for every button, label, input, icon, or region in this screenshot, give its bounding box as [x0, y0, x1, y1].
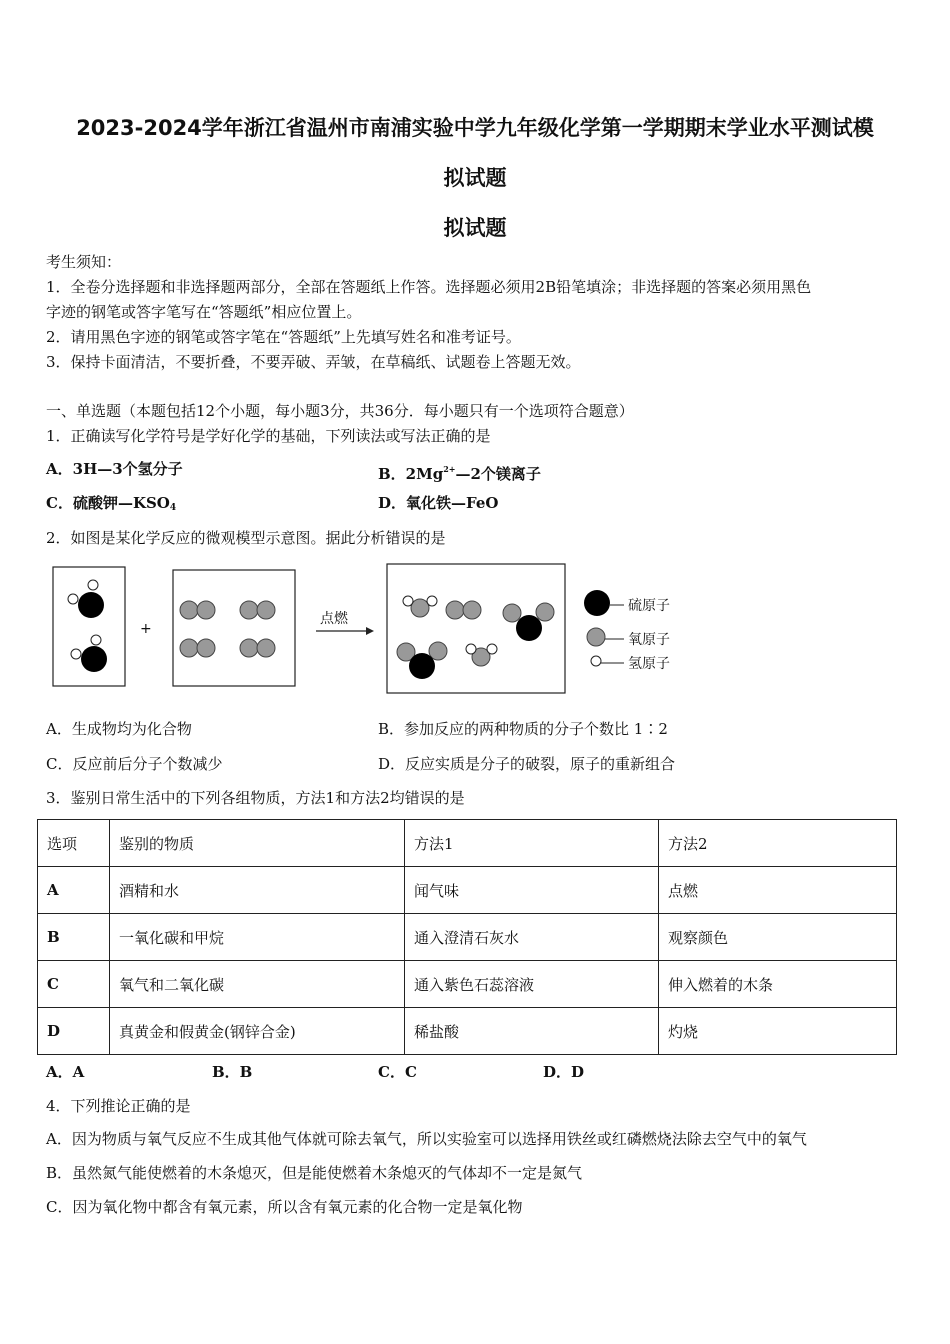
- table-cell: 闻气味: [405, 867, 659, 914]
- section-heading: 一、单选题（本题包括12个小题，每小题3分，共36分．每小题只有一个选项符合题意）: [46, 402, 634, 420]
- oxygen-atom-swatch: [587, 628, 605, 646]
- h2o-molecule: [403, 596, 437, 617]
- q2-stem: 2．如图是某化学反应的微观模型示意图。据此分析错误的是: [46, 529, 446, 547]
- q2-option-a: A．生成物均为化合物: [46, 720, 192, 738]
- h2s-molecule: [68, 580, 104, 618]
- table-header-cell: 选项: [38, 820, 110, 867]
- table-header-row: [38, 820, 897, 867]
- table-cell: 观察颜色: [659, 914, 897, 961]
- notice-item-3: 3．保持卡面清洁，不要折叠，不要弄破、弄皱，在草稿纸、试题卷上答题无效。: [46, 353, 581, 371]
- so2-molecule: [397, 642, 447, 679]
- reaction-diagram: [0, 555, 950, 700]
- table-cell: 真黄金和假黄金(钢锌合金): [110, 1008, 405, 1055]
- table-row: [38, 914, 897, 961]
- o2-molecules: [180, 601, 275, 657]
- notice-item-1: 1．全卷分选择题和非选择题两部分，全部在答题纸上作答。选择题必须用2B铅笔填涂；非选择题的答案必须用黑色: [46, 278, 812, 296]
- notice-item-2: 2．请用黑色字迹的钢笔或答字笔在“答题纸”上先填写姓名和准考证号。: [46, 328, 521, 346]
- legend: [584, 590, 670, 672]
- table-cell: 通入澄清石灰水: [405, 914, 659, 961]
- table-cell: 灼烧: [659, 1008, 897, 1055]
- q3-option-a: A．A: [46, 1063, 85, 1081]
- sulfur-atom-swatch: [584, 590, 610, 616]
- q2-option-b: B．参加反应的两种物质的分子个数比 1∶2: [378, 720, 668, 738]
- table-cell: 稀盐酸: [405, 1008, 659, 1055]
- so2-molecule: [503, 603, 554, 641]
- table-header-cell: 方法2: [659, 820, 897, 867]
- arrow-label: 点燃: [320, 611, 348, 627]
- table-cell: A: [38, 867, 110, 914]
- table-cell: 氧气和二氧化碳: [110, 961, 405, 1008]
- reactant-box-2: [173, 570, 295, 686]
- plus-sign: +: [140, 621, 152, 637]
- q1-option-b: B．$2Mg^{2+}—2$个镁离子: [378, 464, 541, 483]
- table-row: [38, 961, 897, 1008]
- h2o-molecule: [466, 644, 497, 666]
- q2-option-d: D．反应实质是分子的破裂，原子的重新组合: [378, 755, 676, 773]
- q3-table: [37, 819, 897, 1055]
- table-cell: 通入紫色石蕊溶液: [405, 961, 659, 1008]
- table-cell: B: [38, 914, 110, 961]
- q1-stem: 1．正确读写化学符号是学好化学的基础，下列读法或写法正确的是: [46, 427, 491, 445]
- table-cell: 点燃: [659, 867, 897, 914]
- q4-stem: 4．下列推论正确的是: [46, 1097, 191, 1115]
- q2-option-c: C．反应前后分子个数减少: [46, 755, 223, 773]
- page-title-line1: 2023-2024学年浙江省温州市南浦实验中学九年级化学第一学期期末学业水平测试模: [76, 116, 874, 140]
- q3-stem: 3．鉴别日常生活中的下列各组物质，方法1和方法2均错误的是: [46, 789, 465, 807]
- q4-option-c: C．因为氧化物中都含有氧元素，所以含有氧元素的化合物一定是氧化物: [46, 1198, 523, 1216]
- legend-oxygen: 氧原子: [628, 632, 670, 648]
- notice-item-1-cont: 字迹的钢笔或答字笔写在“答题纸”相应位置上。: [46, 303, 362, 321]
- table-header-cell: 鉴别的物质: [110, 820, 405, 867]
- table-cell: 伸入燃着的木条: [659, 961, 897, 1008]
- q3-option-d: D．D: [543, 1063, 585, 1081]
- q1-option-d: D．氧化铁—FeO: [378, 494, 499, 512]
- q1-option-a: A．3H—3个氢分子: [46, 460, 183, 478]
- page-subtitle: 拟试题: [443, 216, 507, 240]
- q3-option-b: B．B: [212, 1063, 253, 1081]
- table-row: [38, 867, 897, 914]
- table-cell: 酒精和水: [110, 867, 405, 914]
- table-cell: 一氧化碳和甲烷: [110, 914, 405, 961]
- table-cell: D: [38, 1008, 110, 1055]
- legend-hydrogen: 氢原子: [628, 656, 670, 672]
- q3-option-c: C．C: [378, 1063, 417, 1081]
- legend-sulfur: 硫原子: [628, 598, 670, 614]
- table-row: [38, 1008, 897, 1055]
- q1-option-c: C．硫酸钾$—KSO_4$: [46, 494, 177, 513]
- table-header-cell: 方法1: [405, 820, 659, 867]
- q4-option-b: B．虽然氮气能使燃着的木条熄灭，但是能使燃着木条熄灭的气体却不一定是氮气: [46, 1164, 583, 1182]
- q4-option-a: A．因为物质与氧气反应不生成其他气体就可除去氧气，所以实验室可以选择用铁丝或红磷燃烧法除去空气中的氧气: [46, 1130, 807, 1148]
- page-title-line2: 拟试题: [443, 166, 507, 190]
- table-cell: C: [38, 961, 110, 1008]
- notice-heading: 考生须知：: [46, 253, 122, 271]
- o2-leftover: [446, 601, 481, 619]
- hydrogen-atom-swatch: [591, 656, 601, 666]
- h2s-molecule: [71, 635, 107, 672]
